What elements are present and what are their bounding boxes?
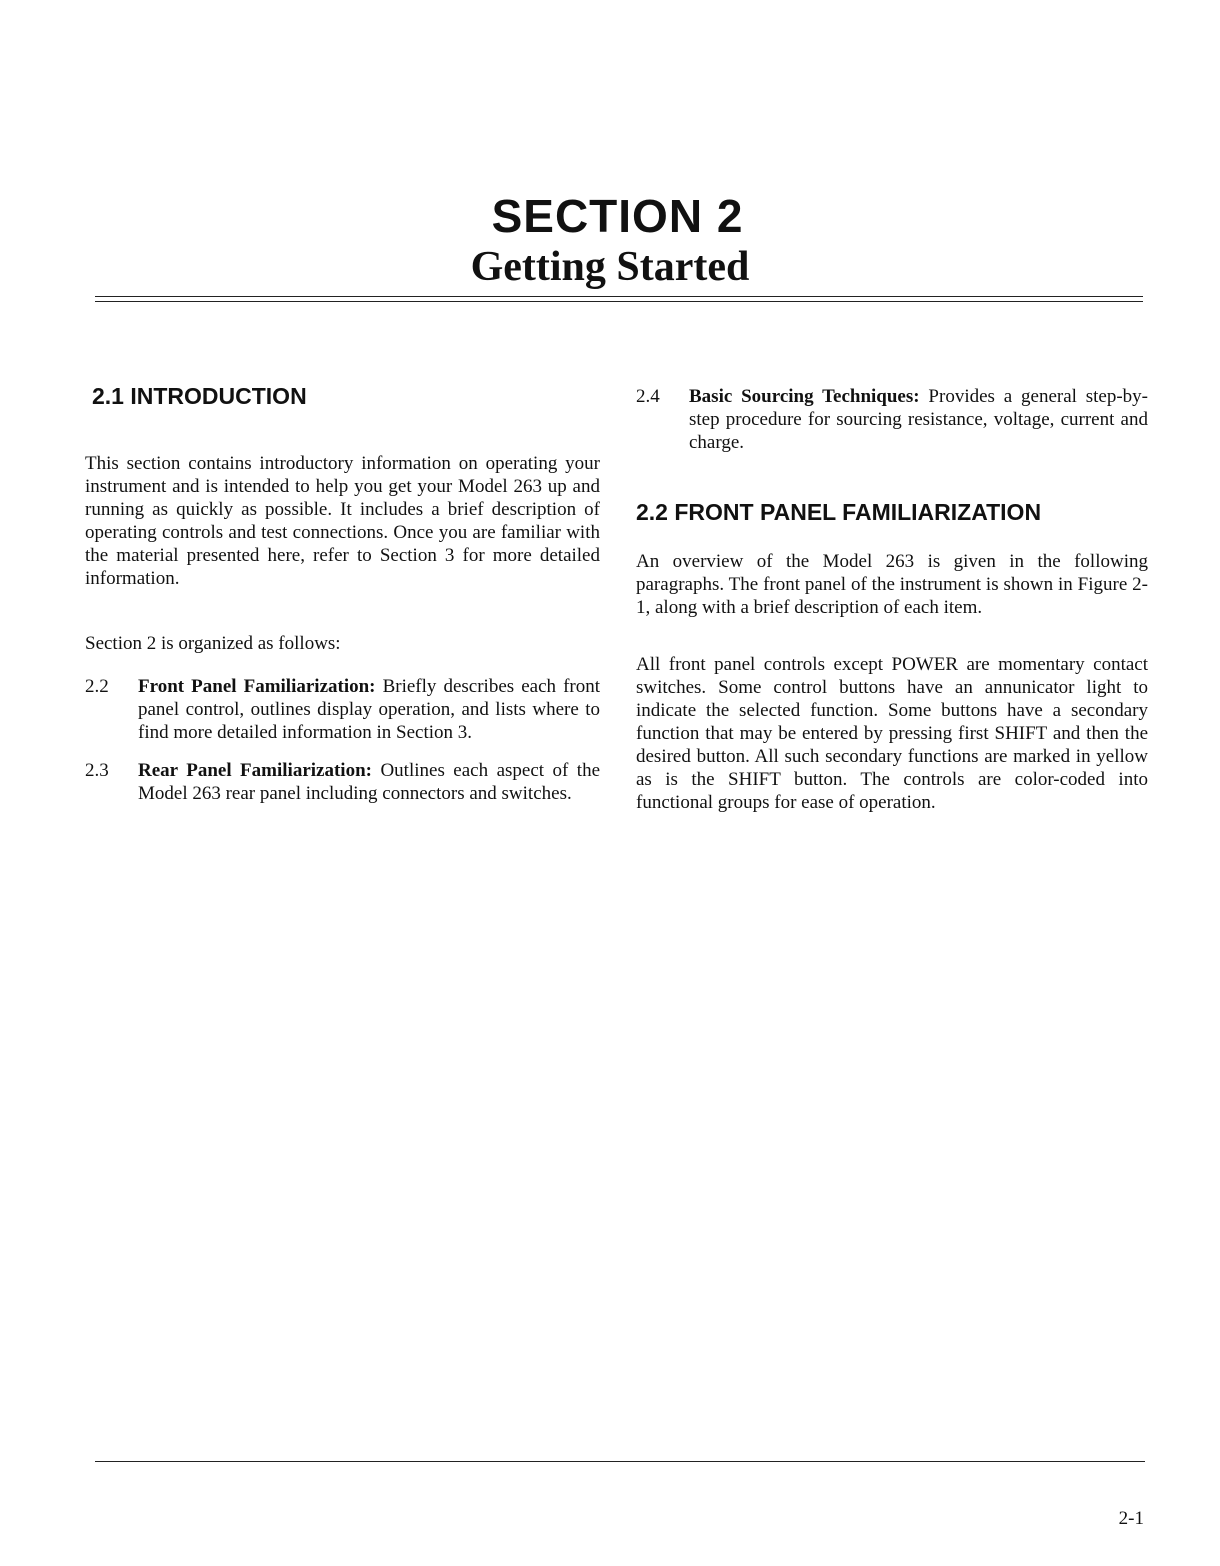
front-panel-heading: 2.2 FRONT PANEL FAMILIARIZATION [636, 499, 1042, 525]
left-column [85, 380, 600, 805]
header-rule-top [95, 296, 1143, 297]
outline-text: Provides a general step-by-step procedure for sourcing resistance, voltage, current and charge. [689, 386, 1148, 453]
section-number: SECTION 2 [491, 190, 744, 242]
outline-title: Rear Panel Familiarization: [138, 760, 372, 781]
section-title: Getting Started [470, 244, 750, 290]
outline-number: 2.3 [85, 760, 109, 781]
outline-text: Briefly describes each front panel control, outlines display operation, and lists where to find more detailed information in Section 3. [138, 676, 601, 743]
outline-item-2-4 [636, 385, 1148, 454]
right-column [636, 380, 1148, 814]
intro-heading: 2.1 INTRODUCTION [92, 383, 307, 409]
outline-item-2-2 [85, 675, 600, 744]
outline-body [138, 675, 600, 744]
outline-title: Basic Sourcing Techniques: [689, 386, 920, 407]
intro-paragraph: This section contains introductory information on operating your instrument and is intended to help you get your Model 263 up and running as quickly as possible. It includes a brief description of operating controls and test connections. Once you are familiar with the material presented here, refer to Section 3 for more detailed information. [85, 453, 600, 589]
front-panel-paragraph-2: All front panel controls except POWER are momentary contact switches. Some control buttons have an annunicator light to indicate the selected function. Some buttons have a secondary function that may be entered by pressing first SHIFT and then the desired button. All such secondary functions are marked in yellow as is the SHIFT button. The controls are color-coded into functional groups for ease of operation. [636, 654, 1148, 813]
outline-number: 2.2 [85, 676, 109, 697]
outline-title: Front Panel Familiarization: [138, 676, 376, 697]
front-panel-paragraph-1: An overview of the Model 263 is given in the following paragraphs. The front panel of the instrument is shown in Figure 2-1, along with a brief description of each item. [636, 551, 1148, 618]
section-header [0, 190, 1220, 292]
outline-item-2-3 [85, 759, 600, 805]
outline-body [689, 385, 1148, 454]
footer-rule [95, 1461, 1145, 1462]
outline-body [138, 759, 600, 805]
outline-number: 2.4 [636, 386, 660, 407]
organized-text: Section 2 is organized as follows: [85, 633, 341, 654]
outline-text: Outlines each aspect of the Model 263 rear panel including connectors and switches. [138, 760, 601, 804]
page-number: 2-1 [1118, 1508, 1144, 1529]
header-rule-bottom [95, 301, 1143, 302]
